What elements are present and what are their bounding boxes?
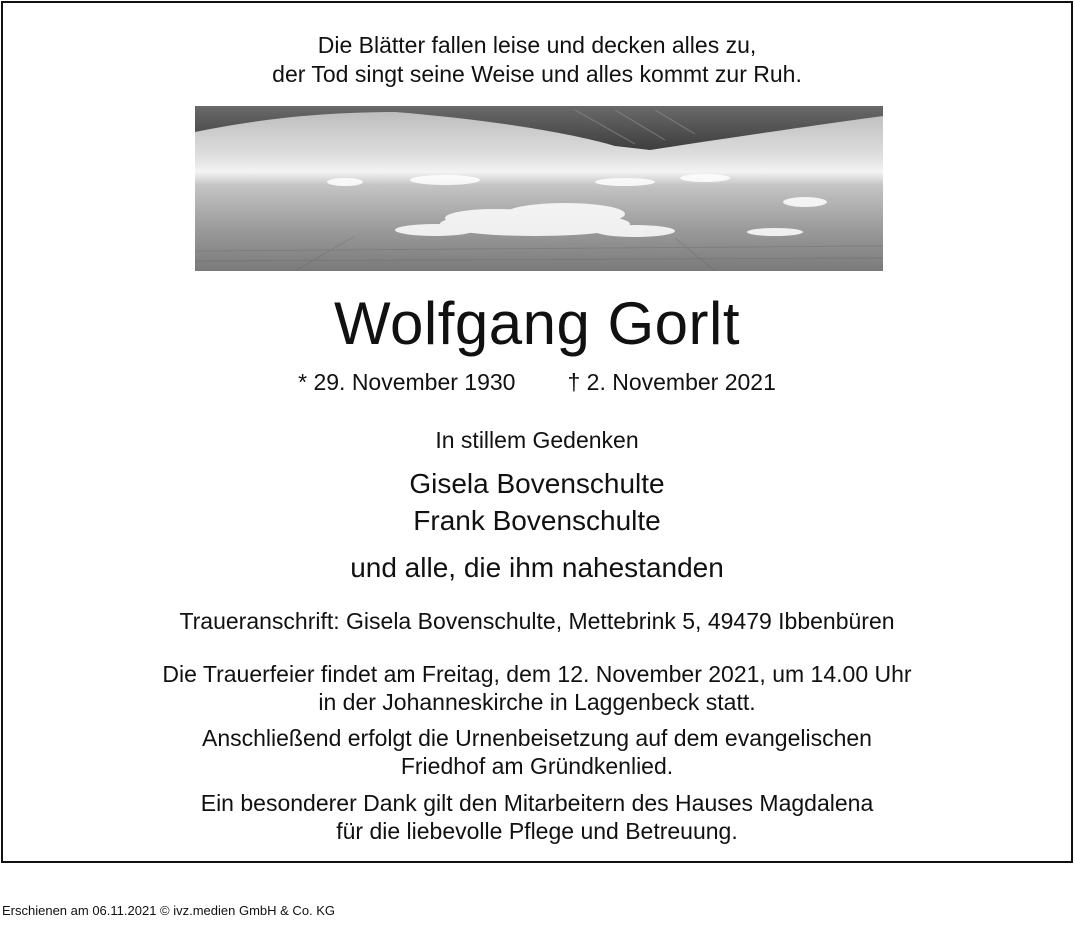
burial-line-2: Friedhof am Gründkenlied. [400,753,674,779]
thanks-info [3,789,1071,845]
deceased-name: Wolfgang Gorlt [333,290,741,357]
ceremony-line-2: in der Johanneskirche in Laggenbeck statt. [318,689,756,715]
death-date: † 2. November 2021 [567,369,776,395]
obituary-notice [1,1,1073,863]
ceremony-line-1: Die Trauerfeier findet am Freitag, dem 12. November 2021, um 14.00 Uhr [162,661,912,687]
life-dates [3,367,1071,397]
thanks-line-2: für die liebevolle Pflege und Betreuung. [336,818,738,844]
burial-info [3,724,1071,780]
publication-footer: Erschienen am 06.11.2021 © ivz.medien GmbH & Co. KG [2,903,336,918]
verse [3,31,1071,89]
remembrance-heading: In stillem Gedenken [435,427,639,453]
others-line: und alle, die ihm nahestanden [350,552,724,583]
thanks-line-1: Ein besonderer Dank gilt den Mitarbeitern des Hauses Magdalena [200,790,874,816]
mourners-list [3,465,1071,539]
ceremony-info [3,660,1071,716]
clouds-wing-photo [195,106,883,271]
mourner-name: Frank Bovenschulte [413,505,661,536]
mourner-name: Gisela Bovenschulte [409,468,665,499]
birth-date: * 29. November 1930 [298,369,516,395]
mourning-address: Traueranschrift: Gisela Bovenschulte, Mettebrink 5, 49479 Ibbenbüren [179,608,895,634]
verse-line-2: der Tod singt seine Weise und alles kommt zur Ruh. [272,61,802,87]
burial-line-1: Anschließend erfolgt die Urnenbeisetzung auf dem evangelischen [202,725,872,751]
verse-line-1: Die Blätter fallen leise und decken alles zu, [317,32,757,58]
